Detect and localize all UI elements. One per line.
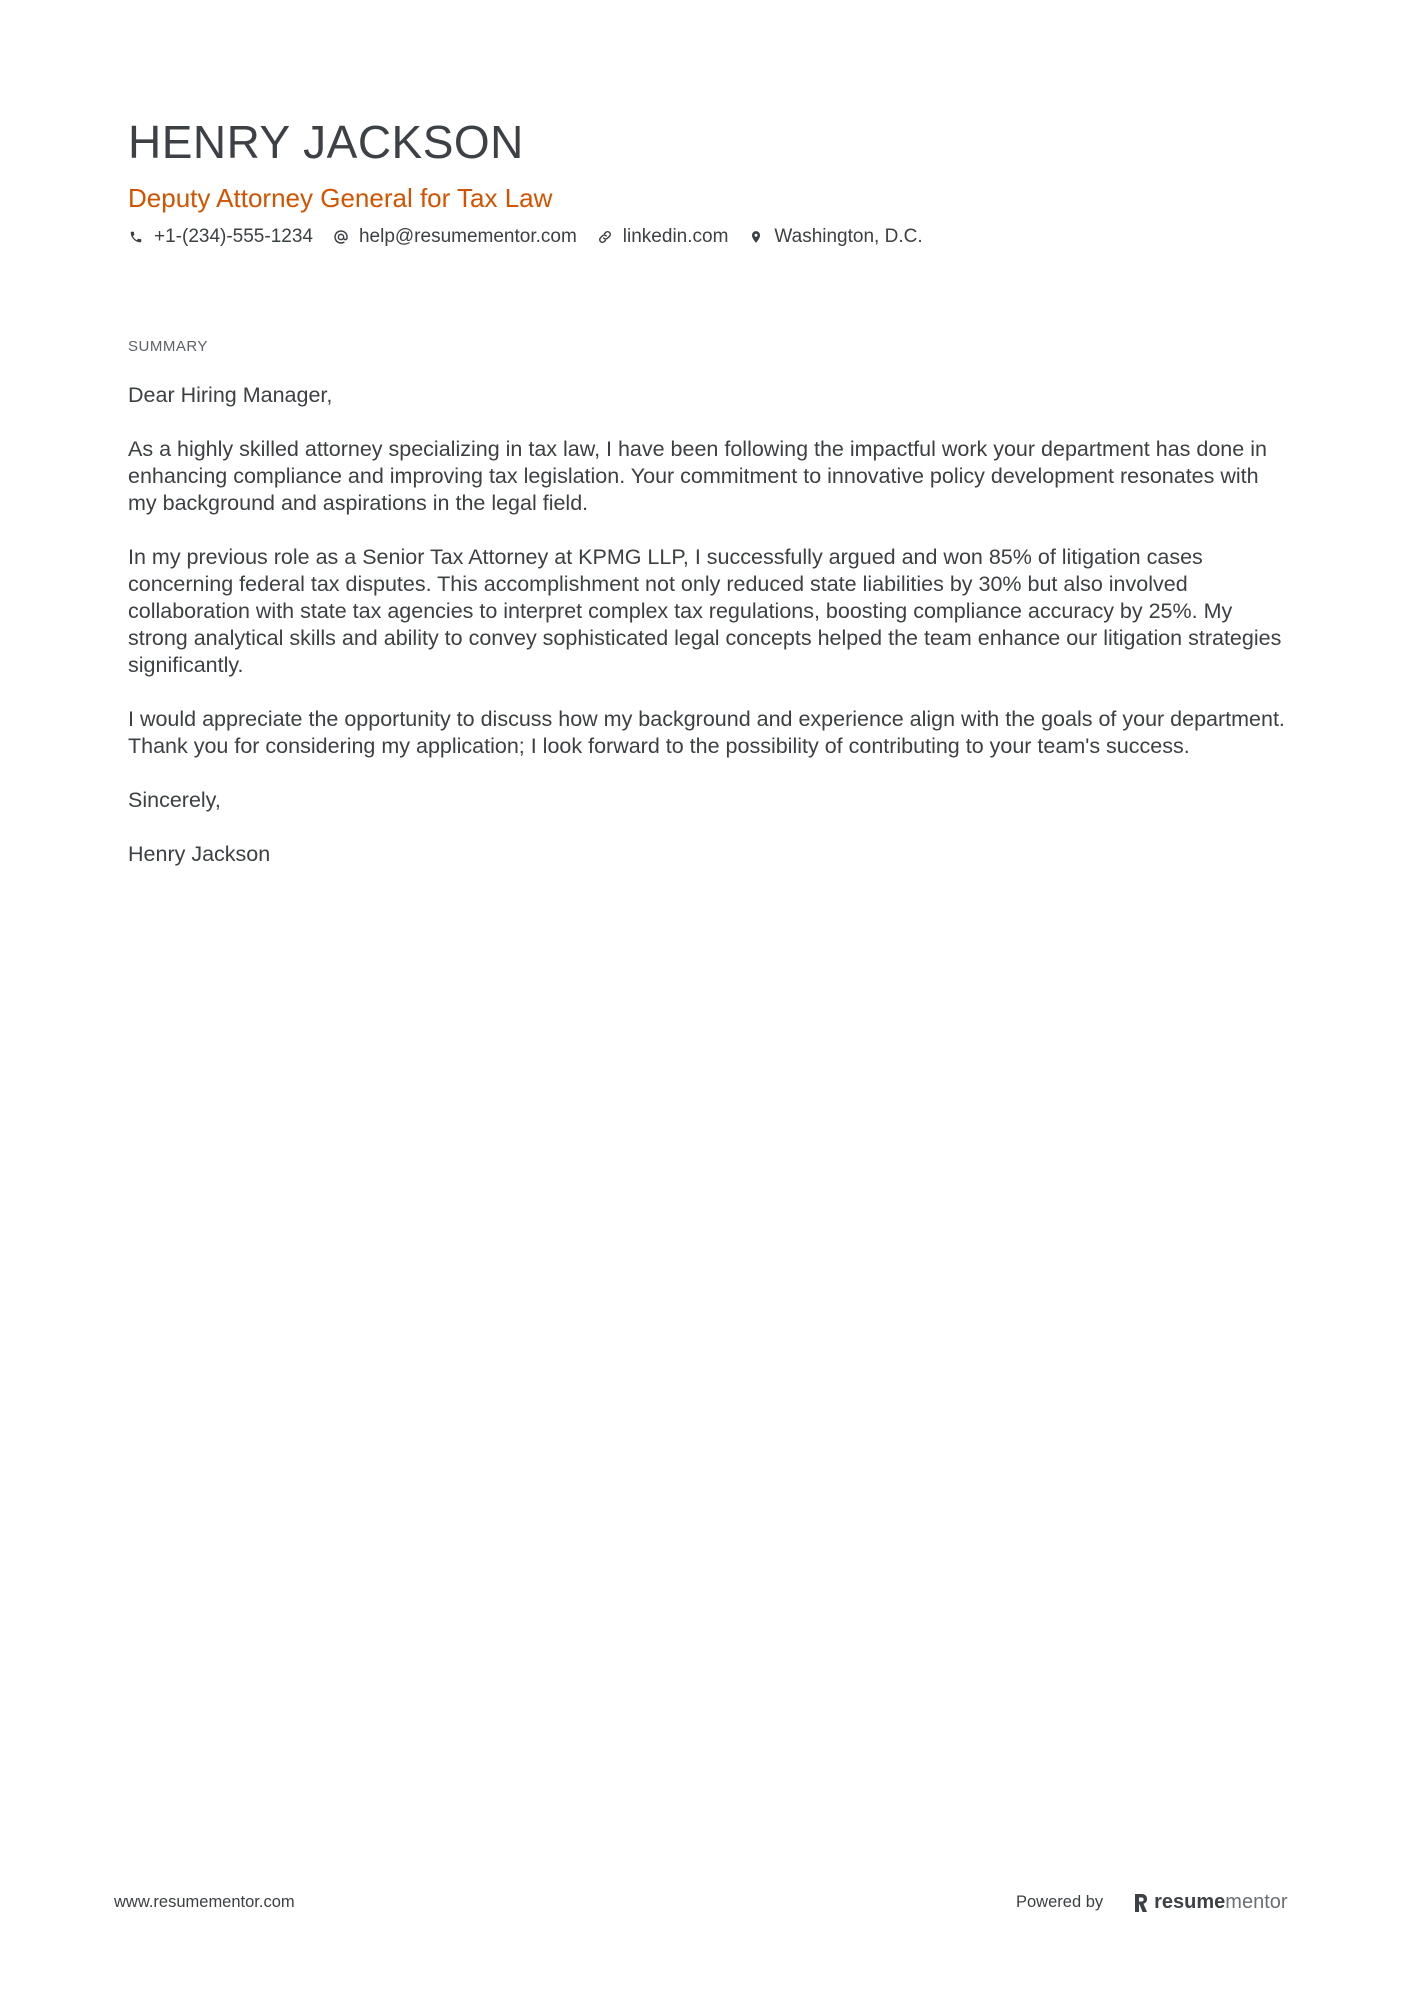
section-label-summary: SUMMARY xyxy=(128,338,208,355)
footer-website-link[interactable]: www.resumementor.com xyxy=(114,1893,295,1911)
contact-email xyxy=(333,224,577,250)
letter-paragraph: As a highly skilled attorney specializing in tax law, I have been following the impactful work your department has done in enhancing compliance and improving tax legislation. Your commitment to innovative policy development resonates with my background and aspirations in the legal field. xyxy=(128,437,1267,515)
brand-name-part2: mentor xyxy=(1225,1891,1288,1913)
letter-paragraph: In my previous role as a Senior Tax Attorney at KPMG LLP, I successfully argued and won 85% of litigation cases concerning federal tax disputes. This accomplishment not only reduced state liabilities by 30% but also involved collaboration with state tax agencies to interpret complex tax regulations, boosting compliance accuracy by 25%. My strong analytical skills and ability to convey sophisticated legal concepts helped the team enhance our litigation strategies significantly. xyxy=(128,545,1282,677)
email-text: help@resumementor.com xyxy=(358,226,577,247)
location-pin-icon xyxy=(748,229,764,245)
contact-info xyxy=(128,224,1288,250)
letter-body xyxy=(128,382,1293,895)
phone-text: +1-(234)-555-1234 xyxy=(154,226,313,247)
closing: Sincerely, xyxy=(128,788,221,812)
contact-phone xyxy=(128,224,313,250)
linkedin-text: linkedin.com xyxy=(622,226,729,247)
contact-location xyxy=(748,224,922,250)
header xyxy=(128,112,1288,250)
brand-logo[interactable] xyxy=(1133,1891,1287,1914)
location-text: Washington, D.C. xyxy=(774,226,923,247)
job-title: Deputy Attorney General for Tax Law xyxy=(128,183,553,213)
signature: Henry Jackson xyxy=(128,842,271,866)
powered-by xyxy=(1016,1891,1288,1914)
resumementor-logo-icon xyxy=(1133,1893,1149,1913)
letter-paragraph: I would appreciate the opportunity to discuss how my background and experience align with the goals of your department. Thank you for considering my application; I look forward to the possibility of contributing to your team's success. xyxy=(128,707,1285,758)
candidate-name: HENRY JACKSON xyxy=(128,116,524,168)
contact-linkedin xyxy=(597,224,729,250)
powered-by-label: Powered by xyxy=(1016,1893,1104,1911)
salutation: Dear Hiring Manager, xyxy=(128,383,333,407)
phone-icon xyxy=(128,229,144,245)
brand-name-part1: resume xyxy=(1154,1891,1226,1913)
at-icon xyxy=(333,229,349,245)
link-icon xyxy=(597,229,613,245)
